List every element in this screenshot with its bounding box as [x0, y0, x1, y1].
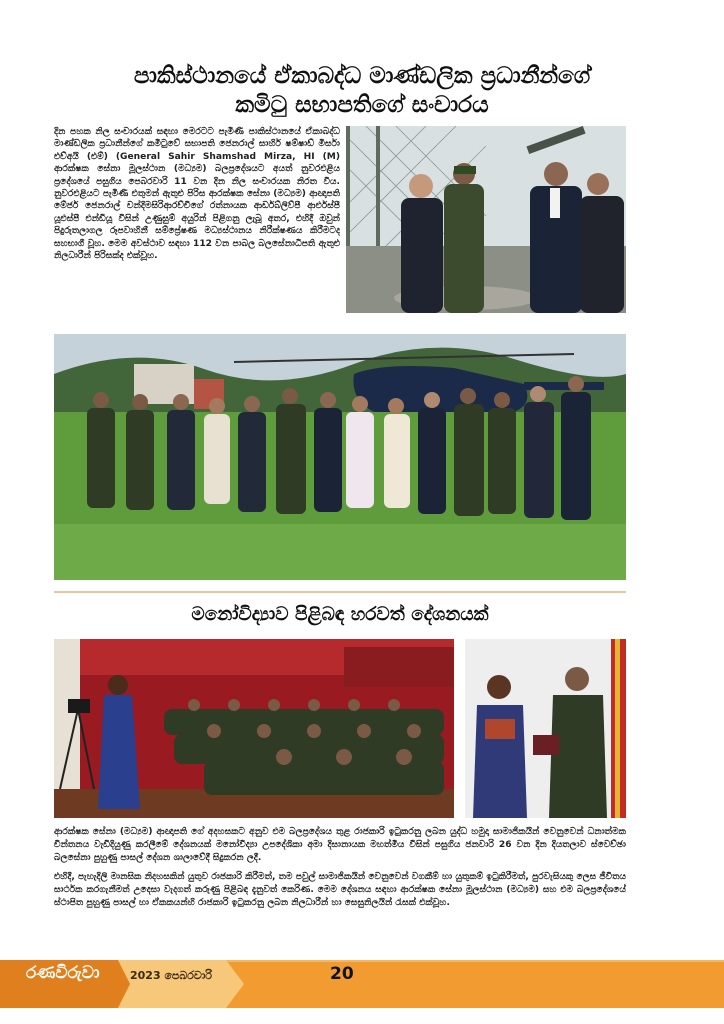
article1-body: දින පහක නිල සංචාරයක් සඳහා මෙරටට පැමිණි පාකිස්ථානයේ ඒකාබද්ධ මාණ්ඩලික ප්‍රධානීන්ගේ කමිටුවේ සභාපති ජෙනරාල් සාහිර් ෂම්ෂාඩ් මිර්සා එච්අයි (එම්) (General Sahir Shamshad Mirza, HI (M) ආරක්ෂක සේනා මූලස්ථාන (මධ්‍යම) බලප්‍රදේශයට අයත් නුවරඑළිය ප්‍රදේශයේ පසුගිය පෙබරවාරි 11 වන දින නිල සංචාරයක නිරත විය. නුවරඑළියට පැමිණි එතුමන් ඇතුළු පිරිස ආරක්ෂක සේනා (මධ්‍යම) ආඥාපති මේජර් ජෙනරාල් චන්දිමසිරිආරච්චිගේ රත්නායක ආර්ඩබ්ලිව්පී ආර්එස්පී යූඑස්පී එන්ඩියූ විසින් උණුසුම් අයුරින් පිළිගනු ලැබූ අතර, එහිදී ඔවුන් පිදුරුතලාගල රූපවාහිනී සම්ප්‍රේෂණ මධ්‍යස්ථානය නිරීක්ෂණය කිරීමටද සහභාගී වූහ. මෙම අවස්ථාව සඳහා 112 වන පාබල බලසේනාධිපති ඇතුළු නිලධාරීන් පිරිසක්ද එක්වූහ. — [54, 127, 340, 262]
article2-paragraph-1: ආරක්ෂක සේනා (මධ්‍යම) ආඥාපති ගේ අදහසකට අනුව එම බලප්‍රදේශය තුළ රාජකාරි ඉටුකරනු ලබන යුද්ධ හමුදා සාමාජිකයින් වෙනුවෙන් ධනාත්මක චින්තනය වැඩිදියුණු කරලීමේ දේශනයක් මනෝවිද්‍යා උපදේශිකා අමා දිසානායක මහත්මිය විසින් පසුගිය ජනවාරි 26 වන දින දියතලාව ස්වෙච්ඡා බලසේනා පුහුණු පාසල් දේශන ශාලාවේදී සිදුකරන ලදී. — [54, 827, 626, 863]
section-separator — [54, 591, 626, 593]
page-number: 20 — [330, 964, 354, 984]
magazine-brand: රණවිරුවා — [26, 963, 100, 983]
photo-monument-visit — [346, 126, 626, 313]
article1-title-line2: කමිටු සභාපතිගේ සංචාරය — [235, 92, 489, 118]
article2-body — [54, 826, 626, 916]
photo-lecture-hall-image — [54, 639, 454, 818]
photo-token-presentation — [465, 639, 626, 818]
article1-title — [40, 62, 684, 120]
photo-group-helicopter-image — [54, 334, 626, 580]
article1-title-line1: පාකිස්ථානයේ ඒකාබද්ධ මාණ්ඩලික ප්‍රධානීන්ගේ — [133, 63, 591, 89]
photo-token-presentation-image — [465, 639, 626, 818]
article2-title: මනෝවිද්‍යාව පිළිබඳ හරවත් දේශනයක් — [191, 604, 489, 625]
photo-group-helicopter — [54, 334, 626, 580]
photo-lecture-hall — [54, 639, 454, 818]
article2-paragraph-2: එහිදී, පැහැදිලි මානසික නිදහසකින් යුතුව රාජකාරි කිරීමත්, තම පවුල් සාමාජිකයින් වෙනුවෙන් වගකීම් හා යුතුකම් ඉටුකිරීමත්, පුරවැසියකු ලෙස ජීවිතය සාර්ථක කරගැනීමත් උදෙසා වැදගත් කරුණු පිළිබඳ දැනුවත් කෙරිණ. මෙම දේශනය සඳහා ආරක්ෂක සේනා මූලස්ථාන (මධ්‍යම) සහ එම බලප්‍රදේශයේ ස්ථාපිත පුහුණු පාසල් හා ඒකකයන්හි රාජකාරි ඉටුකරනු ලබන නිලධාරීන් හා සෙසුනිලයින් රැසක් එක්වූහ. — [54, 872, 626, 908]
issue-date: 2023 පෙබරවාරි — [130, 969, 213, 982]
photo-monument-visit-image — [346, 126, 626, 313]
